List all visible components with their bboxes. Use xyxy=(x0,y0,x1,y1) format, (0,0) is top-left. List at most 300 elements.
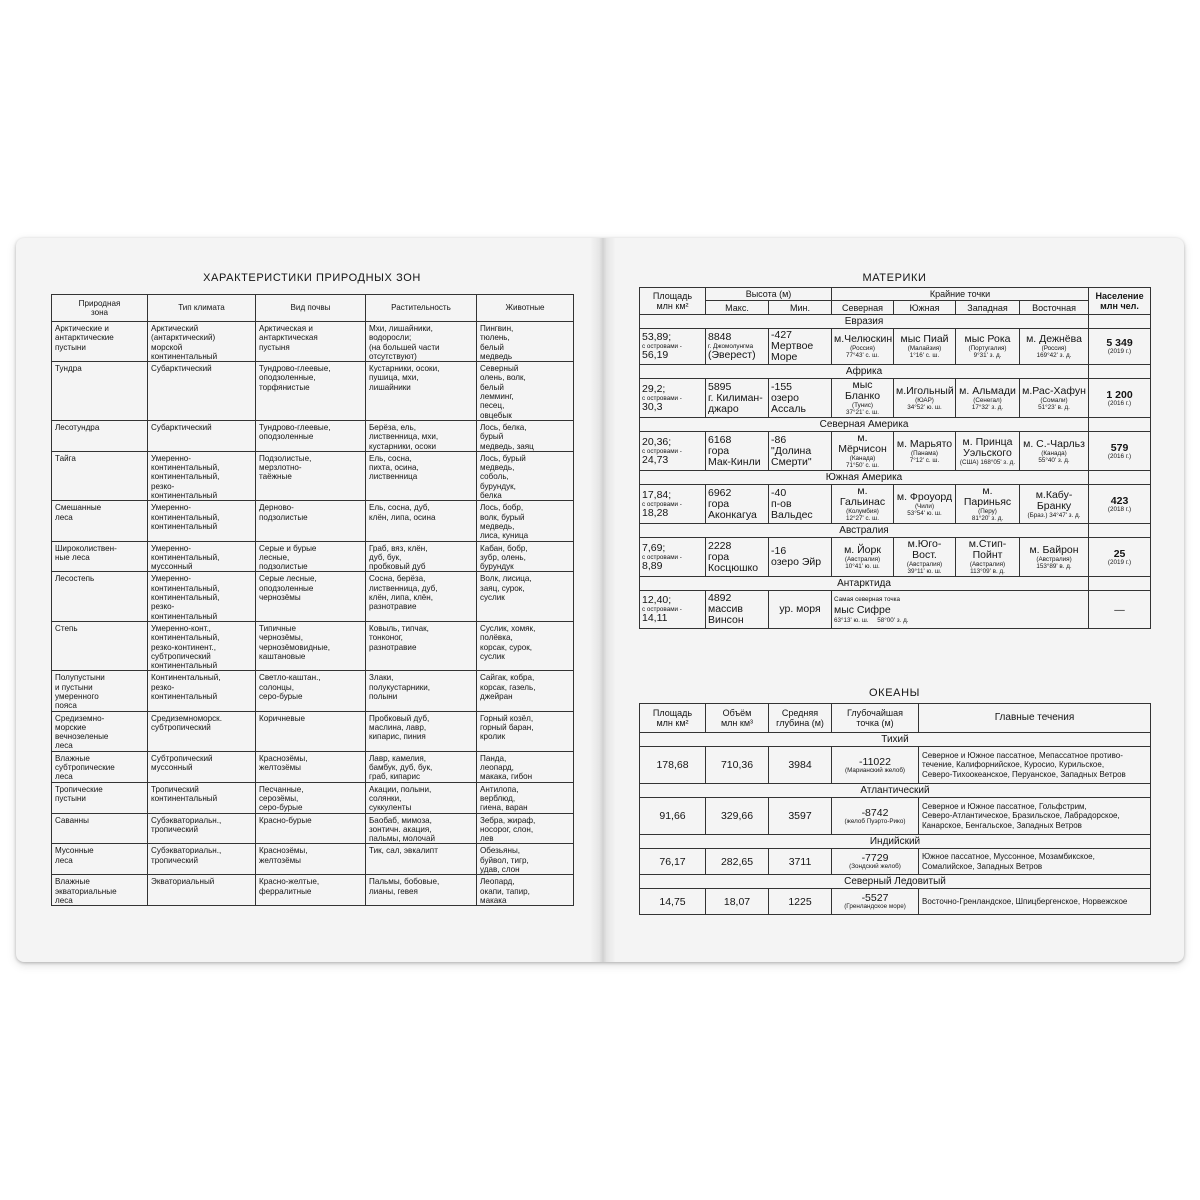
continent-data-row xyxy=(640,538,1151,577)
zones-header-zone: Природная зона xyxy=(52,295,148,322)
continent-population-cell xyxy=(1089,485,1151,524)
continent-name: Евразия xyxy=(640,315,1089,329)
zones-table xyxy=(51,294,574,906)
zone-vegetation: Тик, сал, эвкалипт xyxy=(366,844,477,875)
zone-animals: Горный козёл, горный баран, кролик xyxy=(477,711,574,751)
zone-vegetation: Ель, сосна, пихта, осина, лиственница xyxy=(366,451,477,500)
zone-soil: Краснозёмы, желтозёмы xyxy=(256,844,366,875)
zone-name: Полупустыни и пустыни умеренного пояса xyxy=(52,671,148,711)
zone-animals: Северный олень, волк, белый лемминг, песец, овцебык xyxy=(477,362,574,421)
continents-header-height: Высота (м) xyxy=(706,288,832,301)
continent-south-point: мыс Пиай xyxy=(900,333,949,345)
continent-south-coords: (ЮАР) 34°52' ю. ш. xyxy=(907,396,942,411)
continent-area-cell xyxy=(640,329,706,365)
ocean-currents: Восточно-Гренландское, Шпицбергенское, Норвежское xyxy=(919,889,1151,915)
oceans-title: ОКЕАНЫ xyxy=(869,687,920,699)
zone-soil: Серые лесные, оподзоленные чернозёмы xyxy=(256,572,366,621)
zones-body xyxy=(52,322,574,906)
zones-row xyxy=(52,451,574,500)
zone-soil: Светло-каштан., солонцы, серо-бурые xyxy=(256,671,366,711)
continent-min: -427 Мертвое Море xyxy=(769,329,832,365)
continent-region-row xyxy=(640,471,1151,485)
continent-east-point-cell xyxy=(1020,432,1089,471)
ocean-region-row xyxy=(640,875,1151,889)
continent-population-year: (2016 г.) xyxy=(1107,452,1132,460)
continent-west-point-cell xyxy=(956,432,1020,471)
continent-east-coords: (Сомали) 51°23' в. д. xyxy=(1038,396,1070,411)
continent-area-islands: 18,28 xyxy=(642,506,669,519)
zone-soil: Красно-бурые xyxy=(256,813,366,844)
continent-area: 20,36; xyxy=(642,435,672,448)
continent-name: Африка xyxy=(640,365,1089,379)
continent-min: -40 п-ов Вальдес xyxy=(769,485,832,524)
continent-east-coords: (Канада) 55°40' з. д. xyxy=(1038,449,1070,464)
ocean-volume: 710,36 xyxy=(706,747,769,784)
ocean-deepest-note: (Марианский желоб) xyxy=(844,766,906,774)
continents-header-row-1 xyxy=(640,288,1151,301)
zone-animals: Зебра, жираф, носорог, слон, лев xyxy=(477,813,574,844)
zone-soil: Коричневые xyxy=(256,711,366,751)
continent-area-cell xyxy=(640,432,706,471)
zone-vegetation: Баобаб, мимоза, зонтичн. акация, пальмы, молочай xyxy=(366,813,477,844)
continent-east-point-cell xyxy=(1020,538,1089,577)
ocean-area: 76,17 xyxy=(640,849,706,875)
zone-vegetation: Граб, вяз, клён, дуб, бук, пробковый дуб xyxy=(366,541,477,572)
oceans-table xyxy=(639,703,1151,915)
continent-area-islands: 30,3 xyxy=(642,400,663,413)
continent-east-point-cell xyxy=(1020,379,1089,418)
continent-max-value: 6962 xyxy=(708,486,732,499)
zone-name: Лесотундра xyxy=(52,420,148,451)
continent-area-cell xyxy=(640,591,706,629)
zone-vegetation: Мхи, лишайники, водоросли; (на большей части отсутствуют) xyxy=(366,322,477,362)
ocean-deepest-note: (Гренландское море) xyxy=(844,903,906,910)
continent-west-coords: (Перу) 81°20' з. д. xyxy=(971,508,1004,522)
continent-max-value: 8848 xyxy=(708,331,732,343)
continent-area: 17,84; xyxy=(642,488,672,501)
zone-vegetation: Акации, полыни, солянки, суккуленты xyxy=(366,782,477,813)
continent-max-name: массив Винсон xyxy=(708,603,744,626)
zones-row xyxy=(52,621,574,670)
continent-max-name: (Эверест) xyxy=(708,349,756,361)
zone-climate: Средиземноморск. субтропический xyxy=(148,711,256,751)
continent-south-point: м.Игольный xyxy=(896,384,954,397)
ocean-deepest: -8742 xyxy=(861,806,889,819)
zone-soil: Песчанные, серозёмы, серо-бурые xyxy=(256,782,366,813)
continent-max-value: 6168 xyxy=(708,433,732,446)
continent-west-point: м.Стип-Пойнт xyxy=(968,538,1007,561)
continent-area-islands: 14,11 xyxy=(642,612,668,624)
zone-animals: Пингвин, тюлень, белый медведь xyxy=(477,322,574,362)
continent-north-point-cell xyxy=(832,538,894,577)
continent-population: 579 xyxy=(1110,441,1129,454)
continent-area-note: с островами - xyxy=(642,553,682,561)
zone-name: Широколиствен- ные леса xyxy=(52,541,148,572)
continent-min: -86 "Долина Смерти" xyxy=(769,432,832,471)
ocean-area: 178,68 xyxy=(640,747,706,784)
oceans-header-deepest: Глубочайшая точка (м) xyxy=(832,704,919,733)
zone-climate: Умеренно- континентальный, континентальный, резко- континентальный xyxy=(148,572,256,621)
continent-south-point-cell xyxy=(894,538,956,577)
zone-name: Смешанные леса xyxy=(52,501,148,541)
zone-vegetation: Ель, сосна, дуб, клён, липа, осина xyxy=(366,501,477,541)
continents-header-east: Восточная xyxy=(1020,301,1089,315)
zones-row xyxy=(52,751,574,782)
continent-max-name: гора Мак-Кинли xyxy=(708,444,761,468)
continent-name: Антарктида xyxy=(640,577,1089,591)
continent-west-point: м. Париньяс xyxy=(963,485,1012,508)
antarctica-body xyxy=(640,577,1151,629)
continent-region-row xyxy=(640,577,1151,591)
continent-north-point: м. Гальинас xyxy=(839,485,886,508)
continent-north-point: м.Челюскин xyxy=(834,333,893,345)
continent-max-value: 2228 xyxy=(708,539,732,552)
continent-north-point-cell xyxy=(832,485,894,524)
zone-name: Влажные субтропические леса xyxy=(52,751,148,782)
zone-soil: Тундрово-глеевые, оподзоленные, торфянистые xyxy=(256,362,366,421)
zones-row xyxy=(52,813,574,844)
zone-animals: Обезьяны, буйвол, тигр, удав, слон xyxy=(477,844,574,875)
continent-population: 25 xyxy=(1113,547,1126,560)
zone-climate: Умеренно-конт., континентальный, резко-континент., субтропический континентальный xyxy=(148,621,256,670)
zone-climate: Субэкваториальн., тропический xyxy=(148,844,256,875)
continent-area: 12,40; xyxy=(642,594,672,606)
ocean-name: Атлантический xyxy=(640,784,1151,798)
continent-west-coords: (США) 168°05' з. д. xyxy=(959,458,1016,466)
continents-header-max: Макс. xyxy=(706,301,769,315)
continent-west-point: м. Принца Уэльского xyxy=(962,435,1013,459)
continent-max-cell xyxy=(706,485,769,524)
ocean-depth: 3711 xyxy=(769,849,832,875)
continent-region-row xyxy=(640,315,1151,329)
zones-header-vegetation: Растительность xyxy=(366,295,477,322)
ocean-name: Северный Ледовитый xyxy=(640,875,1151,889)
continent-west-point-cell xyxy=(956,379,1020,418)
ocean-region-row xyxy=(640,784,1151,798)
zone-name: Тундра xyxy=(52,362,148,421)
zones-row xyxy=(52,844,574,875)
continent-region-row xyxy=(640,418,1151,432)
continent-population-cell xyxy=(1089,379,1151,418)
zone-vegetation: Сосна, берёза, лиственница, дуб, клён, липа, клён, разнотравие xyxy=(366,572,477,621)
zone-vegetation: Берёза, ель, лиственница, мхи, кустарники, осоки xyxy=(366,420,477,451)
zones-row xyxy=(52,362,574,421)
continent-east-point: м. С.-Чарльз xyxy=(1023,437,1085,450)
continent-west-point: м. Альмади xyxy=(959,384,1016,397)
continent-population-year: (2019 г.) xyxy=(1107,348,1132,355)
continent-max-cell xyxy=(706,591,769,629)
continent-name: Южная Америка xyxy=(640,471,1089,485)
continents-header-south: Южная xyxy=(894,301,956,315)
zone-climate: Тропический континентальный xyxy=(148,782,256,813)
continent-south-coords: (Малайзия) 1°16' с. ш. xyxy=(907,345,942,359)
continent-north-point: мыс Бланко xyxy=(844,379,881,402)
right-page xyxy=(603,238,1184,962)
zone-soil: Краснозёмы, желтозёмы xyxy=(256,751,366,782)
zones-header-climate: Тип климата xyxy=(148,295,256,322)
continent-area-islands: 56,19 xyxy=(642,349,669,361)
ocean-depth: 1225 xyxy=(769,889,832,915)
ocean-data-row xyxy=(640,747,1151,784)
continent-south-coords: (Панама) 7°12' с. ш. xyxy=(909,449,940,464)
continent-max-name: гора Косцюшко xyxy=(708,550,759,574)
zone-name: Лесостепь xyxy=(52,572,148,621)
zones-header-soil: Вид почвы xyxy=(256,295,366,322)
continent-area: 53,89; xyxy=(642,331,672,343)
zone-climate: Континентальный, резко- континентальный xyxy=(148,671,256,711)
continents-body xyxy=(640,315,1151,577)
continent-area-islands: 8,89 xyxy=(642,559,663,572)
ocean-data-row xyxy=(640,798,1151,835)
continent-area-note: с островами - xyxy=(642,606,682,613)
continent-max-value: 5895 xyxy=(708,380,732,393)
ocean-depth: 3597 xyxy=(769,798,832,835)
zone-soil: Тундрово-глеевые, оподзоленные xyxy=(256,420,366,451)
continent-north-point-cell xyxy=(832,432,894,471)
continent-south-point-cell xyxy=(894,329,956,365)
zone-vegetation: Пальмы, бобовые, лианы, гевея xyxy=(366,875,477,906)
continent-north-point-cell xyxy=(832,329,894,365)
zone-animals: Леопард, окапи, тапир, макака xyxy=(477,875,574,906)
continent-south-point: м. Фроуорд xyxy=(896,490,953,503)
continent-area-islands: 24,73 xyxy=(642,453,669,466)
continent-west-point-cell xyxy=(956,485,1020,524)
continent-area: 29,2; xyxy=(642,382,666,395)
continent-west-point-cell xyxy=(956,538,1020,577)
zone-vegetation: Злаки, полукустарники, полыни xyxy=(366,671,477,711)
continent-area-note: с островами - xyxy=(642,394,682,402)
continent-east-point: м.Кабу- Бранку xyxy=(1035,488,1073,512)
ocean-volume: 329,66 xyxy=(706,798,769,835)
zone-animals: Лось, бобр, волк, бурый медведь, лиса, куница xyxy=(477,501,574,541)
left-page xyxy=(16,238,603,962)
zone-soil: Типичные чернозёмы, чернозёмовидные, каштановые xyxy=(256,621,366,670)
continent-south-coords: (Австралия) 39°11' ю. ш. xyxy=(906,561,943,575)
zones-row xyxy=(52,322,574,362)
continent-north-coords: (Россия) 77°43' с. ш. xyxy=(846,345,879,359)
ocean-deepest-cell xyxy=(832,798,919,835)
zones-header-animals: Животные xyxy=(477,295,574,322)
continent-max-cell xyxy=(706,329,769,365)
zones-header-row xyxy=(52,295,574,322)
ocean-volume: 282,65 xyxy=(706,849,769,875)
continent-max-cell xyxy=(706,538,769,577)
zones-row xyxy=(52,875,574,906)
continent-max-cell xyxy=(706,432,769,471)
continent-area-cell xyxy=(640,538,706,577)
continent-max-note: г. Джомолунгма xyxy=(708,343,754,350)
continent-east-coords: (Россия) 169°42' з. д. xyxy=(1036,345,1072,359)
zone-vegetation: Лавр, камелия, бамбук, дуб, бук, граб, кипарис xyxy=(366,751,477,782)
continent-max-name: гора Аконкагуа xyxy=(708,497,757,521)
ocean-deepest-cell xyxy=(832,889,919,915)
continent-population: 5 349 xyxy=(1106,337,1133,349)
antarctica-extreme-cell xyxy=(832,591,1089,629)
oceans-header-depth: Средняя глубина (м) xyxy=(769,704,832,733)
zones-row xyxy=(52,671,574,711)
zone-name: Влажные экваториальные леса xyxy=(52,875,148,906)
continent-east-coords: (Австралия) 153°89' в. д. xyxy=(1036,555,1072,570)
ocean-depth: 3984 xyxy=(769,747,832,784)
continents-header-north: Северная xyxy=(832,301,894,315)
continent-region-row xyxy=(640,365,1151,379)
continent-area-note: с островами - xyxy=(642,447,682,455)
ocean-name: Индийский xyxy=(640,835,1151,849)
zone-climate: Субарктический xyxy=(148,362,256,421)
continents-header-extreme: Крайние точки xyxy=(832,288,1089,301)
zone-name: Тропические пустыни xyxy=(52,782,148,813)
zone-animals: Кабан, бобр, зубр, олень, бурундук xyxy=(477,541,574,572)
zone-climate: Умеренно- континентальный, континентальный xyxy=(148,501,256,541)
continent-population: 423 xyxy=(1110,494,1129,507)
continent-max-name: г. Килиман- джаро xyxy=(708,391,763,415)
zones-title: ХАРАКТЕРИСТИКИ ПРИРОДНЫХ ЗОН xyxy=(203,272,421,284)
continent-population-year: (2018 г.) xyxy=(1107,505,1132,513)
ocean-deepest-cell xyxy=(832,747,919,784)
zones-row xyxy=(52,782,574,813)
ocean-deepest-note: (желоб Пуэрто-Рико) xyxy=(844,817,906,825)
zone-animals: Панда, леопард, макака, гибон xyxy=(477,751,574,782)
zone-climate: Экваториальный xyxy=(148,875,256,906)
zone-soil: Красно-желтые, ферралитные xyxy=(256,875,366,906)
zone-climate: Субтропический муссонный xyxy=(148,751,256,782)
oceans-header-area: Площадь млн км² xyxy=(640,704,706,733)
continent-south-point: м.Юго-Вост. xyxy=(907,538,942,561)
zone-climate: Умеренно- континентальный, муссонный xyxy=(148,541,256,572)
continent-population-cell xyxy=(1089,538,1151,577)
continent-south-point-cell xyxy=(894,485,956,524)
zones-row xyxy=(52,711,574,751)
ocean-area: 14,75 xyxy=(640,889,706,915)
continent-region-row xyxy=(640,524,1151,538)
continent-west-coords: (Португалия) 9°31' з. д. xyxy=(968,345,1007,359)
continent-data-row xyxy=(640,329,1151,365)
continent-max-value: 4892 xyxy=(708,592,732,604)
ocean-deepest: -7729 xyxy=(861,852,889,864)
zones-row xyxy=(52,501,574,541)
zone-name: Тайга xyxy=(52,451,148,500)
continent-south-point-cell xyxy=(894,379,956,418)
continent-north-coords: (Канада) 71°50' с. ш. xyxy=(846,455,879,469)
ocean-region-row xyxy=(640,835,1151,849)
zone-animals: Антилопа, верблюд, гиена, варан xyxy=(477,782,574,813)
continent-north-point: м. Мёрчисон xyxy=(838,432,887,455)
continent-population-year: (2016 г.) xyxy=(1107,399,1132,407)
continent-population: 1 200 xyxy=(1106,388,1133,401)
continent-west-coords: (Австралия) 113°09' в. д. xyxy=(969,561,1006,575)
continents-header-area: Площадь млн км² xyxy=(640,288,706,315)
zone-name: Арктические и антарктические пустыни xyxy=(52,322,148,362)
continent-area-cell xyxy=(640,379,706,418)
ocean-data-row xyxy=(640,849,1151,875)
zone-vegetation: Кустарники, осоки, пушица, мхи, лишайники xyxy=(366,362,477,421)
continents-header-min: Мин. xyxy=(769,301,832,315)
zones-row xyxy=(52,572,574,621)
ocean-deepest: -11022 xyxy=(859,755,891,768)
continent-name: Северная Америка xyxy=(640,418,1089,432)
continent-west-point: мыс Рока xyxy=(964,333,1011,345)
ocean-currents: Южное пассатное, Муссонное, Мозамбикское, Сомалийское, Западных Ветров xyxy=(919,849,1151,875)
continent-east-point: м. Дежнёва xyxy=(1026,333,1082,345)
zone-soil: Подзолистые, мерзлотно- таёжные xyxy=(256,451,366,500)
zone-name: Степь xyxy=(52,621,148,670)
zone-vegetation: Пробковый дуб, маслина, лавр, кипарис, пиния xyxy=(366,711,477,751)
zone-climate: Арктический (антарктический) морской континентальный xyxy=(148,322,256,362)
continent-south-coords: (Чили) 53°54' ю. ш. xyxy=(907,502,942,517)
oceans-header-currents: Главные течения xyxy=(919,704,1151,733)
ocean-area: 91,66 xyxy=(640,798,706,835)
zone-soil: Дерново- подзолистые xyxy=(256,501,366,541)
continents-title: МАТЕРИКИ xyxy=(862,272,927,284)
continent-max-cell xyxy=(706,379,769,418)
oceans-header-volume: Объём млн км³ xyxy=(706,704,769,733)
continent-data-row xyxy=(640,432,1151,471)
ocean-volume: 18,07 xyxy=(706,889,769,915)
continent-population-cell xyxy=(1089,329,1151,365)
antarctica-north-name: мыс Сифре xyxy=(834,603,891,616)
oceans-header-row xyxy=(640,704,1151,733)
continent-south-point-cell xyxy=(894,432,956,471)
ocean-deepest: -5527 xyxy=(861,892,889,904)
antarctica-north-coords: 63°13' ю. ш. 58°00' з. д. xyxy=(834,616,909,624)
zone-animals: Лось, белка, бурый медведь, заяц xyxy=(477,420,574,451)
continent-east-point: м.Рас-Хафун xyxy=(1022,384,1086,397)
continent-data-row xyxy=(640,485,1151,524)
continent-min: ур. моря xyxy=(769,591,832,629)
zone-animals: Волк, лисица, заяц, сурок, суслик xyxy=(477,572,574,621)
ocean-deepest-cell xyxy=(832,849,919,875)
ocean-currents: Северное и Южное пассатное, Гольфстрим, Северо-Атлантическое, Бразильское, Лабрадорское, Канарское, Бенгальское, Западных Ветров xyxy=(919,798,1151,835)
continent-north-point-cell xyxy=(832,379,894,418)
ocean-data-row xyxy=(640,889,1151,915)
zone-soil: Серые и бурые лесные, подзолистые xyxy=(256,541,366,572)
continents-header-west: Западная xyxy=(956,301,1020,315)
continent-east-point-cell xyxy=(1020,329,1089,365)
continent-population-year: (2019 г.) xyxy=(1107,558,1132,566)
zones-row xyxy=(52,541,574,572)
continent-area: 7,69; xyxy=(642,541,666,554)
continent-north-coords: (Австралия) 10°41' ю. ш. xyxy=(844,555,881,570)
continent-population-cell xyxy=(1089,432,1151,471)
zone-name: Средиземно- морские вечнозеленые леса xyxy=(52,711,148,751)
continents-table xyxy=(639,287,1151,629)
notebook-spread xyxy=(16,238,1184,962)
zone-climate: Субэкваториальн., тропический xyxy=(148,813,256,844)
continents-header-row-2 xyxy=(640,301,1151,315)
zone-animals: Суслик, хомяк, полёвка, корсак, сурок, суслик xyxy=(477,621,574,670)
continent-north-point: м. Йорк xyxy=(844,543,881,556)
zones-row xyxy=(52,420,574,451)
zone-climate: Субарктический xyxy=(148,420,256,451)
continent-west-coords: (Сенегал) 17°32' з. д. xyxy=(971,396,1004,411)
continent-north-coords: (Колумбия) 12°27' с. ш. xyxy=(846,508,879,522)
continent-population: — xyxy=(1089,591,1151,629)
continent-min: -155 озеро Ассаль xyxy=(769,379,832,418)
ocean-currents: Северное и Южное пассатное, Мепассатное противо- течение, Калифорнийское, Куросио, Курильское, Северо-Тихоокеанское, Перуанское, Западных Ветров xyxy=(919,747,1151,784)
ocean-region-row xyxy=(640,733,1151,747)
continent-area-note: с островами - xyxy=(642,500,682,508)
continents-header-population: Население млн чел. xyxy=(1089,288,1151,315)
ocean-deepest-note: (Зондский желоб) xyxy=(849,863,901,870)
zone-climate: Умеренно- континентальный, континентальный, резко- континентальный xyxy=(148,451,256,500)
zone-soil: Арктическая и антарктическая пустыня xyxy=(256,322,366,362)
continent-east-coords: (Браз.) 34°47' з. д. xyxy=(1027,511,1081,519)
continent-east-point-cell xyxy=(1020,485,1089,524)
continent-data-row xyxy=(640,379,1151,418)
ocean-name: Тихий xyxy=(640,733,1151,747)
continent-area-note: с островами - xyxy=(642,343,682,350)
zone-animals: Сайгак, кобра, корсак, газель, джейран xyxy=(477,671,574,711)
